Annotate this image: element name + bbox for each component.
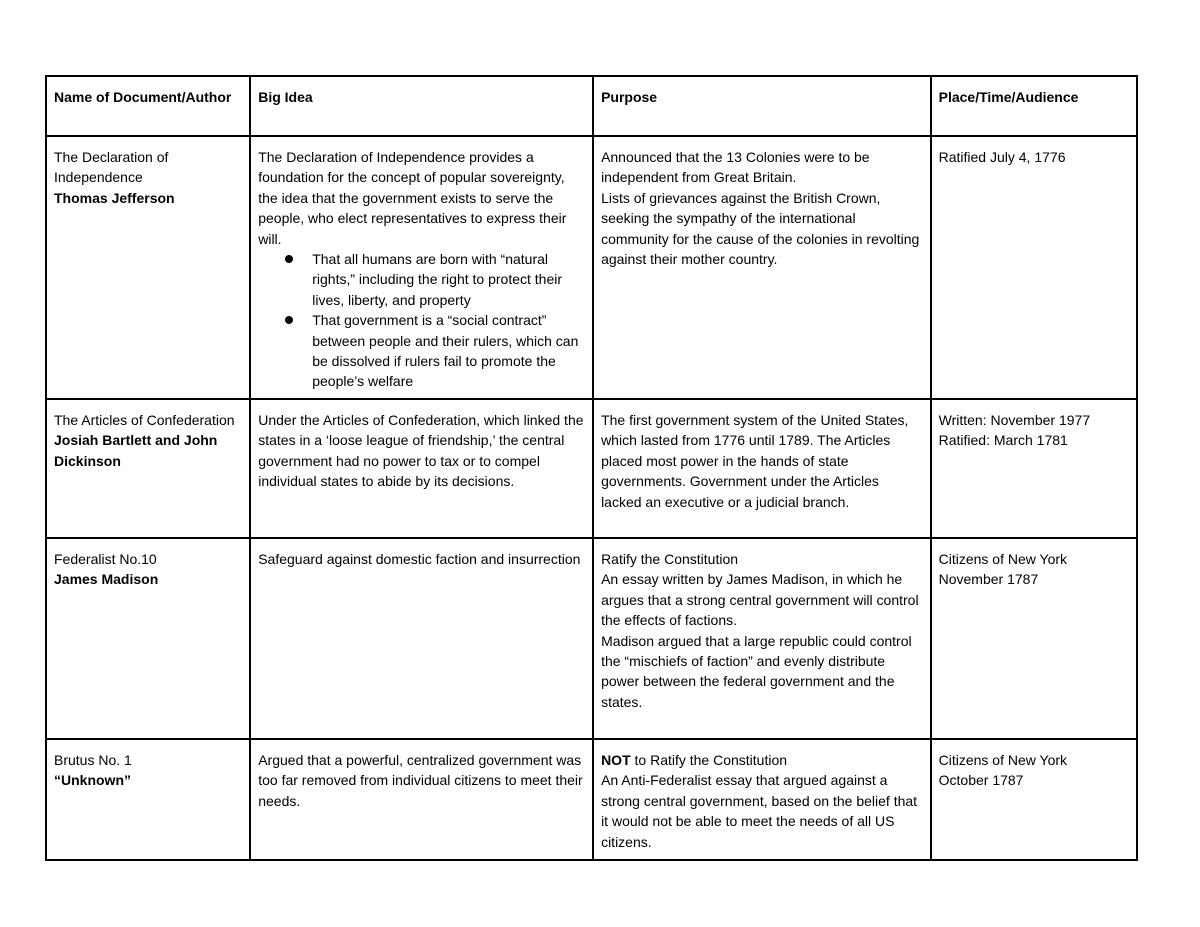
header-place-time-audience: Place/Time/Audience	[931, 76, 1137, 136]
place-time-cell	[931, 538, 1137, 739]
big-idea-cell	[250, 538, 593, 739]
table-header-row	[46, 76, 1137, 136]
purpose-cell	[593, 136, 931, 399]
purpose-text: An Anti-Federalist essay that argued against a strong central government, based on the belief that it would not be able to meet the needs of all US citizens.	[601, 772, 918, 850]
document-cell	[46, 739, 250, 860]
purpose-cell	[593, 399, 931, 538]
place-time-cell	[931, 399, 1137, 538]
header-big-idea: Big Idea	[250, 76, 593, 136]
purpose-text: Announced that the 13 Colonies were to be independent from Great Britain.	[601, 149, 870, 186]
document-name: The Articles of Confederation	[54, 411, 235, 428]
bullet-item: That all humans are born with “natural rights,” including the right to protect their lives, liberty, and property	[312, 249, 585, 310]
big-idea-cell	[250, 136, 593, 399]
document-author: Josiah Bartlett and John Dickinson	[54, 432, 218, 469]
big-idea-text: Under the Articles of Confederation, which linked the states in a ‘loose league of friendship,’ the central government had no power to tax or to compel individual states to abide by its decisions.	[258, 411, 584, 490]
place-time-text: October 1787	[938, 772, 1024, 789]
table-row	[46, 538, 1137, 739]
header-purpose: Purpose	[593, 76, 931, 136]
document-cell	[46, 399, 250, 538]
big-idea-text: Argued that a powerful, centralized government was too far removed from individual citizens to meet their needs.	[258, 751, 583, 809]
purpose-text: An essay written by James Madison, in which he argues that a strong central government will control the effects of factions.	[601, 571, 919, 629]
place-time-text: Citizens of New York	[938, 550, 1068, 567]
purpose-cell	[593, 739, 931, 860]
purpose-heading-rest: to Ratify the Constitution	[630, 751, 788, 768]
place-time-text: Ratified: March 1781	[938, 432, 1068, 449]
purpose-heading	[601, 750, 923, 770]
document-name: The Declaration of Independence	[54, 149, 169, 186]
big-idea-text: Safeguard against domestic faction and insurrection	[258, 550, 581, 567]
purpose-text: Ratify the Constitution	[601, 550, 739, 567]
purpose-text: Madison argued that a large republic could control the “mischiefs of faction” and evenly distribute power between the federal government and the states.	[601, 632, 912, 710]
place-time-text: November 1787	[938, 571, 1039, 588]
document-name: Federalist No.10	[54, 550, 157, 567]
place-time-text: Written: November 1977	[938, 411, 1091, 428]
document-cell	[46, 538, 250, 739]
place-time-cell	[931, 739, 1137, 860]
document-cell	[46, 136, 250, 399]
purpose-text: Lists of grievances against the British Crown, seeking the sympathy of the international community for the cause of the colonies in revolting against their mother country.	[601, 189, 920, 268]
purpose-emphasis: NOT	[601, 751, 631, 768]
table-row	[46, 399, 1137, 538]
big-idea-cell	[250, 399, 593, 538]
place-time-text: Citizens of New York	[938, 751, 1068, 768]
bullet-item: That government is a “social contract” between people and their rulers, which can be dissolved if rulers fail to promote the people’s welfare	[312, 310, 585, 392]
purpose-cell	[593, 538, 931, 739]
big-idea-cell	[250, 739, 593, 860]
place-time-cell	[931, 136, 1137, 399]
document-author: Thomas Jefferson	[54, 189, 175, 206]
document-comparison-table	[45, 75, 1138, 861]
header-name-author: Name of Document/Author	[46, 76, 250, 136]
place-time-text: Ratified July 4, 1776	[938, 149, 1066, 165]
document-name: Brutus No. 1	[54, 751, 132, 768]
document-author: James Madison	[54, 571, 159, 588]
document-author: “Unknown”	[54, 772, 131, 789]
purpose-text: The first government system of the United States, which lasted from 1776 until 1789. The Articles placed most power in the hands of state governments. Government under the Articles lacked an executive or a judicial branch.	[601, 411, 909, 510]
table-row	[46, 739, 1137, 860]
big-idea-bullet-list	[258, 249, 585, 392]
big-idea-text: The Declaration of Independence provides a foundation for the concept of popular sovereignty, the idea that the government exists to serve the people, who elect representatives to express their will.	[258, 149, 567, 247]
table-row	[46, 136, 1137, 399]
